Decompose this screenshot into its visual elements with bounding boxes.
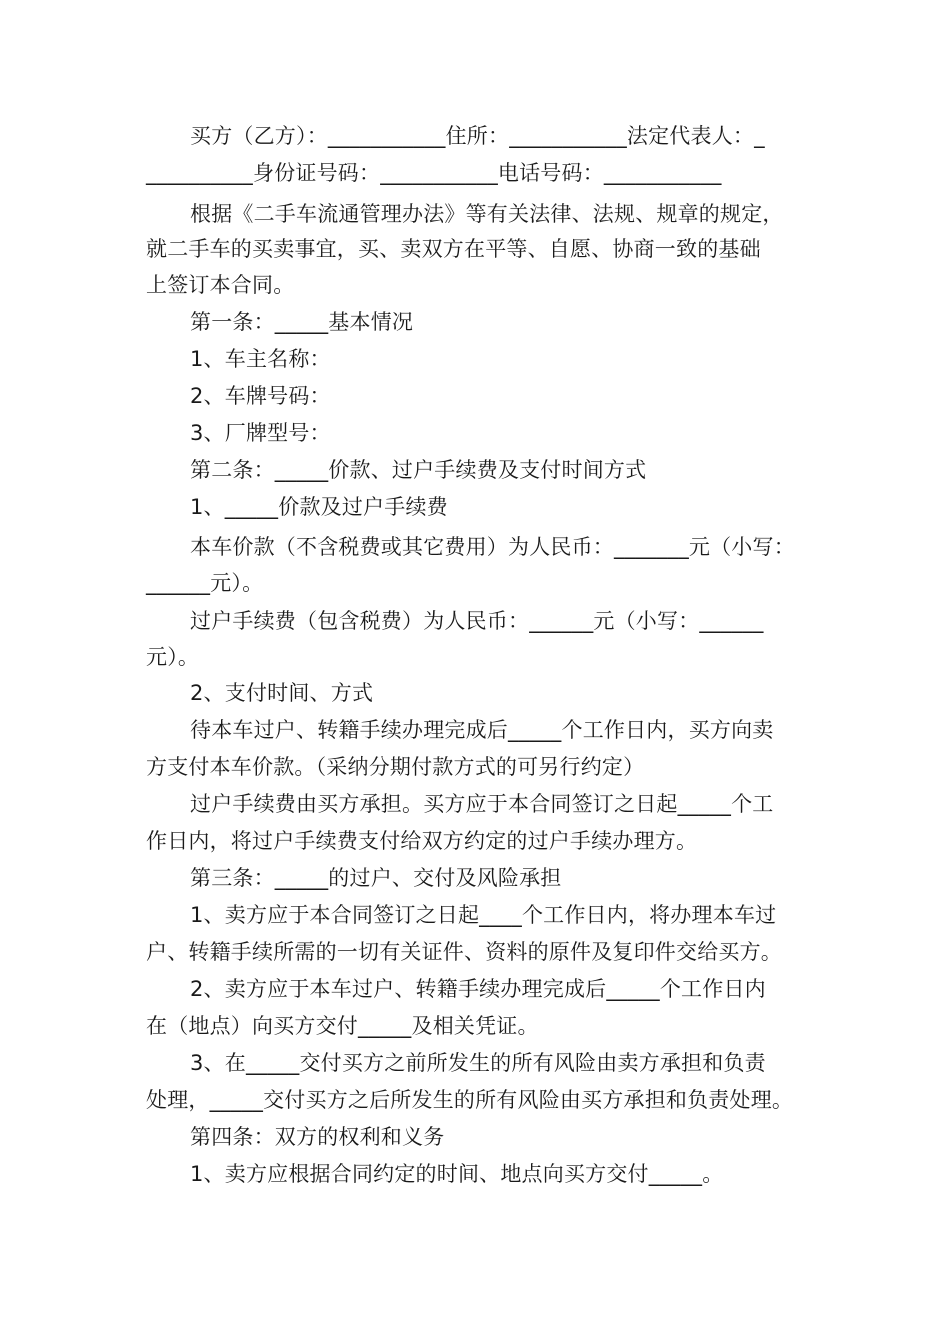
preamble-line: 根据《二手车流通管理办法》等有关法律、法规、规章的规定， — [190, 202, 784, 226]
paragraph-line: 在（地点）向买方交付_____及相关凭证。 — [146, 1014, 539, 1038]
list-item: 3、在_____交付买方之前所发生的所有风险由卖方承担和负责 — [190, 1051, 766, 1075]
paragraph-line: 方支付本车价款。（采纳分期付款方式的可另行约定） — [146, 755, 645, 779]
list-item: 2、支付时间、方式 — [190, 681, 374, 705]
article-2-heading: 第二条：_____价款、过户手续费及支付时间方式 — [190, 458, 647, 482]
list-item: 1、车主名称： — [190, 347, 331, 371]
list-item: 1、_____价款及过户手续费 — [190, 495, 448, 519]
preamble-line: 就二手车的买卖事宜，买、卖双方在平等、自愿、协商一致的基础 — [146, 237, 761, 261]
paragraph-line: 过户手续费由买方承担。买方应于本合同签订之日起_____个工 — [190, 792, 774, 816]
list-item: 1、卖方应于本合同签订之日起____个工作日内，将办理本车过 — [190, 903, 777, 927]
paragraph-line: 作日内，将过户手续费支付给双方约定的过户手续办理方。 — [146, 829, 698, 853]
paragraph-line: 待本车过户、转籍手续办理完成后_____个工作日内，买方向卖 — [190, 718, 774, 742]
list-item: 1、卖方应根据合同约定的时间、地点向买方交付_____。 — [190, 1162, 724, 1186]
paragraph-line: 户、转籍手续所需的一切有关证件、资料的原件及复印件交给买方。 — [146, 940, 782, 964]
list-item: 2、车牌号码： — [190, 384, 331, 408]
list-item: 2、卖方应于本车过户、转籍手续办理完成后_____个工作日内 — [190, 977, 766, 1001]
article-4-heading: 第四条：双方的权利和义务 — [190, 1125, 445, 1149]
article-1-heading: 第一条：_____基本情况 — [190, 310, 414, 334]
buyer-info-line: 买方（乙方）：___________住所：___________法定代表人：_ — [190, 124, 765, 148]
article-3-heading: 第三条：_____的过户、交付及风险承担 — [190, 866, 562, 890]
preamble-line: 上签订本合同。 — [146, 273, 295, 297]
paragraph-line: 本车价款（不含税费或其它费用）为人民币：_______元（小写： — [190, 535, 795, 559]
paragraph-line: ______元）。 — [146, 571, 264, 595]
list-item: 3、厂牌型号： — [190, 421, 331, 445]
buyer-info-line-cont: __________身份证号码：___________电话号码：___________ — [146, 161, 722, 185]
paragraph-line: 处理，_____交付买方之后所发生的所有风险由买方承担和负责处理。 — [146, 1088, 794, 1112]
paragraph-line: 元）。 — [146, 645, 200, 669]
paragraph-line: 过户手续费（包含税费）为人民币：______元（小写：______ — [190, 609, 764, 633]
